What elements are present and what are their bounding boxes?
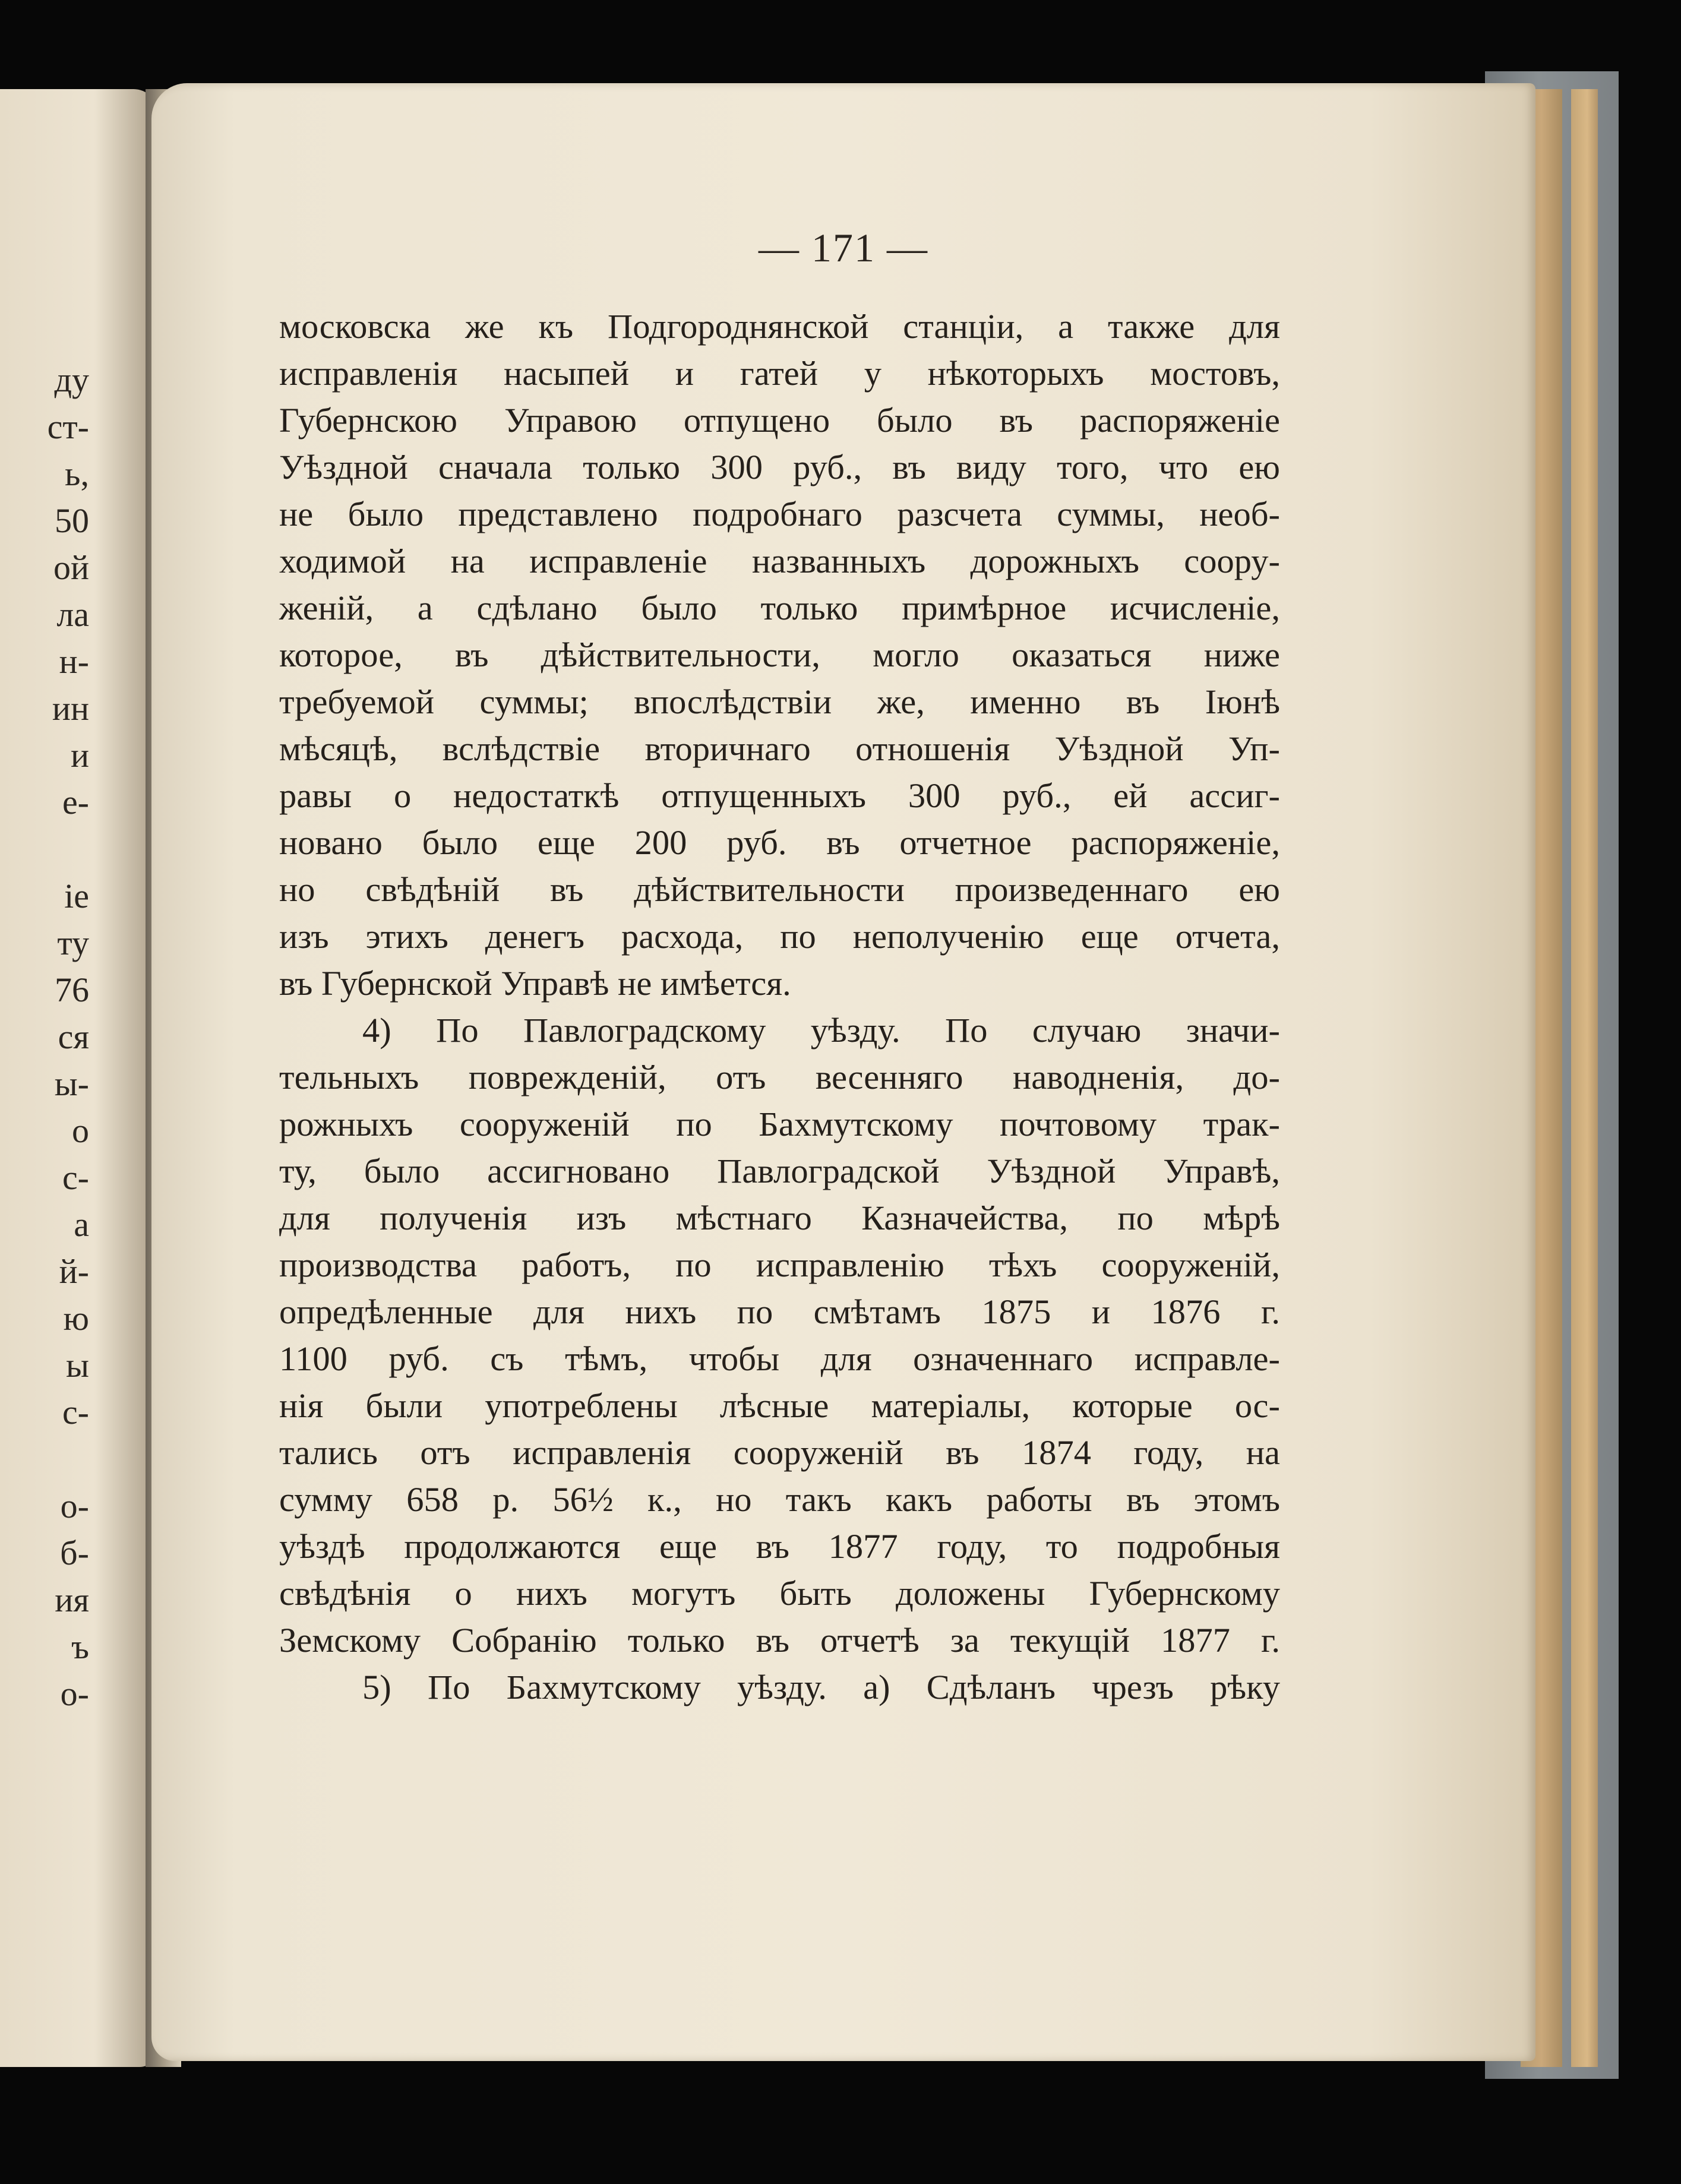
left-page-line: н- [59, 642, 89, 681]
left-page-line: ы [66, 1346, 89, 1385]
left-page-line: о- [60, 1487, 89, 1525]
left-page-line: и [70, 736, 89, 775]
text-line: производства работъ, по исправленію тѣхъ сооруженій, [279, 1246, 1280, 1284]
text-line: въ Губернской Управѣ не имѣется. [279, 964, 791, 1003]
text-line: 1100 руб. съ тѣмъ, чтобы для означеннаго исправле- [279, 1339, 1280, 1378]
left-page-line: ия [55, 1581, 89, 1619]
text-line: для полученія изъ мѣстнаго Казначейства, по мѣрѣ [279, 1199, 1280, 1237]
left-page-line: 76 [55, 971, 89, 1009]
left-page-line: с- [62, 1158, 89, 1197]
page-body [279, 303, 1280, 1711]
left-page-line [0, 826, 89, 873]
left-page-text [0, 356, 89, 1717]
left-page-line: ст- [47, 407, 89, 446]
left-page-line: ы- [54, 1064, 89, 1103]
text-line: 5) По Бахмутскому уѣзду. а) Сдѣланъ чрезъ рѣку [362, 1668, 1280, 1706]
text-line: рожныхъ сооруженій по Бахмутскому почтовому трак- [279, 1105, 1280, 1143]
left-page-line: б- [60, 1534, 89, 1572]
left-page-line: а [74, 1205, 89, 1244]
page-number: — 171 — [759, 225, 928, 270]
left-page-line: ла [56, 595, 89, 634]
left-facing-page [0, 89, 157, 2067]
text-line: тались отъ исправленія сооруженій въ 1874 году, на [279, 1433, 1280, 1472]
text-line: Земскому Собранію только въ отчетѣ за текущій 1877 г. [279, 1621, 1280, 1660]
left-page-line: 50 [55, 501, 89, 540]
left-page-line: ду [54, 361, 89, 399]
text-line: изъ этихъ денегъ расхода, по неполученію еще отчета, [279, 917, 1280, 956]
left-page-line: ъ [71, 1627, 89, 1666]
text-line: тельныхъ поврежденій, отъ весенняго наводненія, до- [279, 1058, 1280, 1096]
text-line: свѣдѣнія о нихъ могутъ быть доложены Губернскому [279, 1574, 1280, 1613]
left-page-line: й- [59, 1252, 89, 1291]
text-line: опредѣленные для нихъ по смѣтамъ 1875 и 1876 г. [279, 1292, 1280, 1331]
left-page-line [0, 1436, 89, 1483]
text-line: нія были употреблены лѣсные матеріалы, которые ос- [279, 1386, 1280, 1425]
text-line: новано было еще 200 руб. въ отчетное распоряженіе, [279, 823, 1280, 862]
left-page-line: ся [58, 1017, 89, 1056]
left-page-line: о [72, 1111, 89, 1150]
text-line: женій, а сдѣлано было только примѣрное исчисленіе, [279, 589, 1280, 627]
text-line: сумму 658 р. 56½ к., но такъ какъ работы въ этомъ [279, 1480, 1280, 1519]
left-page-line: о- [60, 1674, 89, 1713]
text-line: Губернскою Управою отпущено было въ распоряженіе [279, 401, 1280, 440]
text-line: 4) По Павлоградскому уѣзду. По случаю значи- [362, 1011, 1280, 1050]
left-page-line: с- [62, 1393, 89, 1431]
left-page-line: ь, [65, 454, 89, 493]
text-line: московска же къ Подгороднянской станціи, а также для [279, 307, 1280, 346]
text-line: мѣсяцѣ, вслѣдствіе вторичнаго отношенія Уѣздной Уп- [279, 729, 1280, 768]
text-line: уѣздѣ продолжаются еще въ 1877 году, то подробныя [279, 1527, 1280, 1566]
left-page-line: ie [64, 877, 89, 915]
left-page-line: ин [52, 689, 89, 728]
left-page-line: ю [63, 1299, 89, 1338]
text-line: требуемой суммы; впослѣдствіи же, именно въ Іюнѣ [279, 682, 1280, 721]
text-line: равы о недостаткѣ отпущенныхъ 300 руб., ей ассиг- [279, 776, 1280, 815]
left-page-line: е- [62, 783, 89, 821]
text-line: которое, въ дѣйствительности, могло оказаться ниже [279, 636, 1280, 674]
left-page-line: ту [57, 924, 89, 962]
left-page-line: ой [53, 548, 89, 587]
text-line: но свѣдѣній въ дѣйствительности произведеннаго ею [279, 870, 1280, 909]
text-line: ходимой на исправленіе названныхъ дорожныхъ соору- [279, 542, 1280, 580]
text-line: не было представлено подробнаго разсчета суммы, необ- [279, 495, 1280, 533]
page-block-edge-outer [1571, 89, 1598, 2067]
text-line: Уѣздной сначала только 300 руб., въ виду того, что ею [279, 448, 1280, 486]
text-line: ту, было ассигновано Павлоградской Уѣздной Управѣ, [279, 1152, 1280, 1190]
right-page [151, 83, 1535, 2061]
text-line: исправленія насыпей и гатей у нѣкоторыхъ мостовъ, [279, 354, 1280, 393]
